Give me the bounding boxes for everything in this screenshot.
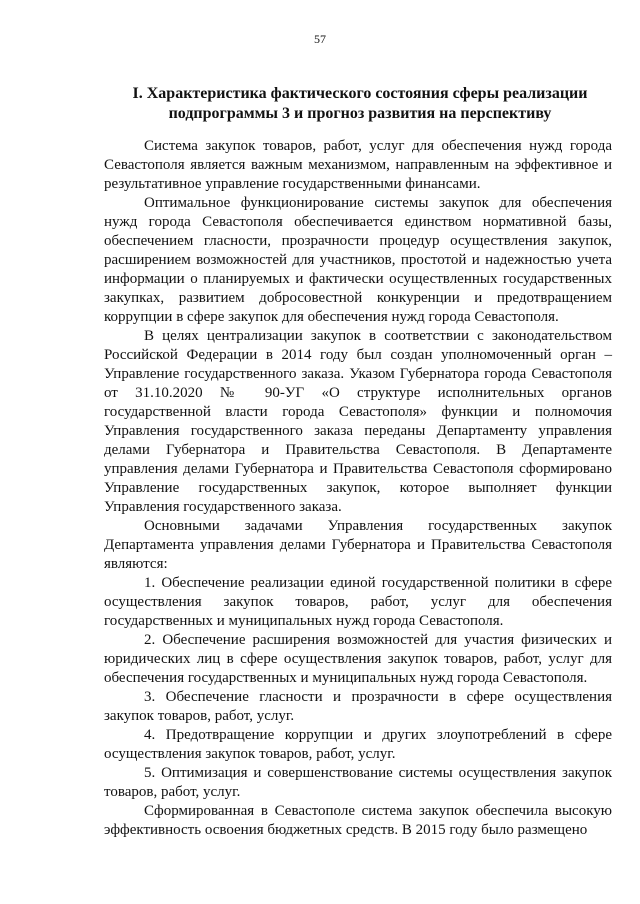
list-item: 2. Обеспечение расширения возможностей для участия физических и юридических лиц в сфере осуществления закупок товаров, работ, услуг для обеспечения государственных и муниципальных нужд города Севастополя. (104, 632, 612, 686)
paragraph: Оптимальное функционирование системы закупок для обеспечения нужд города Севастополя обеспечивается единством нормативной базы, обеспечением гласности, прозрачности процедур осуществления закупок, расширением возможностей для участников, простотой и надежностью учета информации о планируемых и фактически осуществленных государственных закупках, развитием добросовестной конкуренции и предотвращением коррупции в сфере закупок для обеспечения нужд города Севастополя. (104, 195, 612, 325)
body-text (104, 137, 612, 840)
paragraph: Сформированная в Севастополе система закупок обеспечила высокую эффективность освоения бюджетных средств. В 2015 году было размещено (104, 803, 612, 838)
list-item: 1. Обеспечение реализации единой государственной политики в сфере осуществления закупок товаров, работ, услуг для обеспечения государственных и муниципальных нужд города Севастополя. (104, 575, 612, 629)
list-item: 4. Предотвращение коррупции и других злоупотреблений в сфере осуществления закупок товаров, работ, услуг. (104, 727, 612, 762)
paragraph: Основными задачами Управления государственных закупок Департамента управления делами Губернатора и Правительства Севастополя являются: (104, 518, 612, 572)
list-item: 5. Оптимизация и совершенствование системы осуществления закупок товаров, работ, услуг. (104, 765, 612, 800)
paragraph: В целях централизации закупок в соответствии с законодательством Российской Федерации в 2014 году был создан уполномоченный орган – Управление государственного заказа. Указом Губернатора города Севастополя от 31.10.2020 № 90-УГ «О структуре исполнительных органов государственной власти города Севастополя» функции и полномочия Управления государственного заказа переданы Департаменту управления делами Губернатора и Правительства Севастополя. В Департаменте управления делами Губернатора и Правительства Севастополя сформировано Управление государственных закупок, которое выполняет функции Управления государственного заказа. (104, 328, 612, 515)
page-number: 57 (314, 32, 326, 46)
list-item: 3. Обеспечение гласности и прозрачности в сфере осуществления закупок товаров, работ, услуг. (104, 689, 612, 724)
paragraph: Система закупок товаров, работ, услуг для обеспечения нужд города Севастополя является важным механизмом, направленным на эффективное и результативное управление государственными финансами. (104, 138, 612, 192)
section-heading: I. Характеристика фактического состояния сферы реализации подпрограммы 3 и прогноз развития на перспективу (132, 85, 588, 122)
